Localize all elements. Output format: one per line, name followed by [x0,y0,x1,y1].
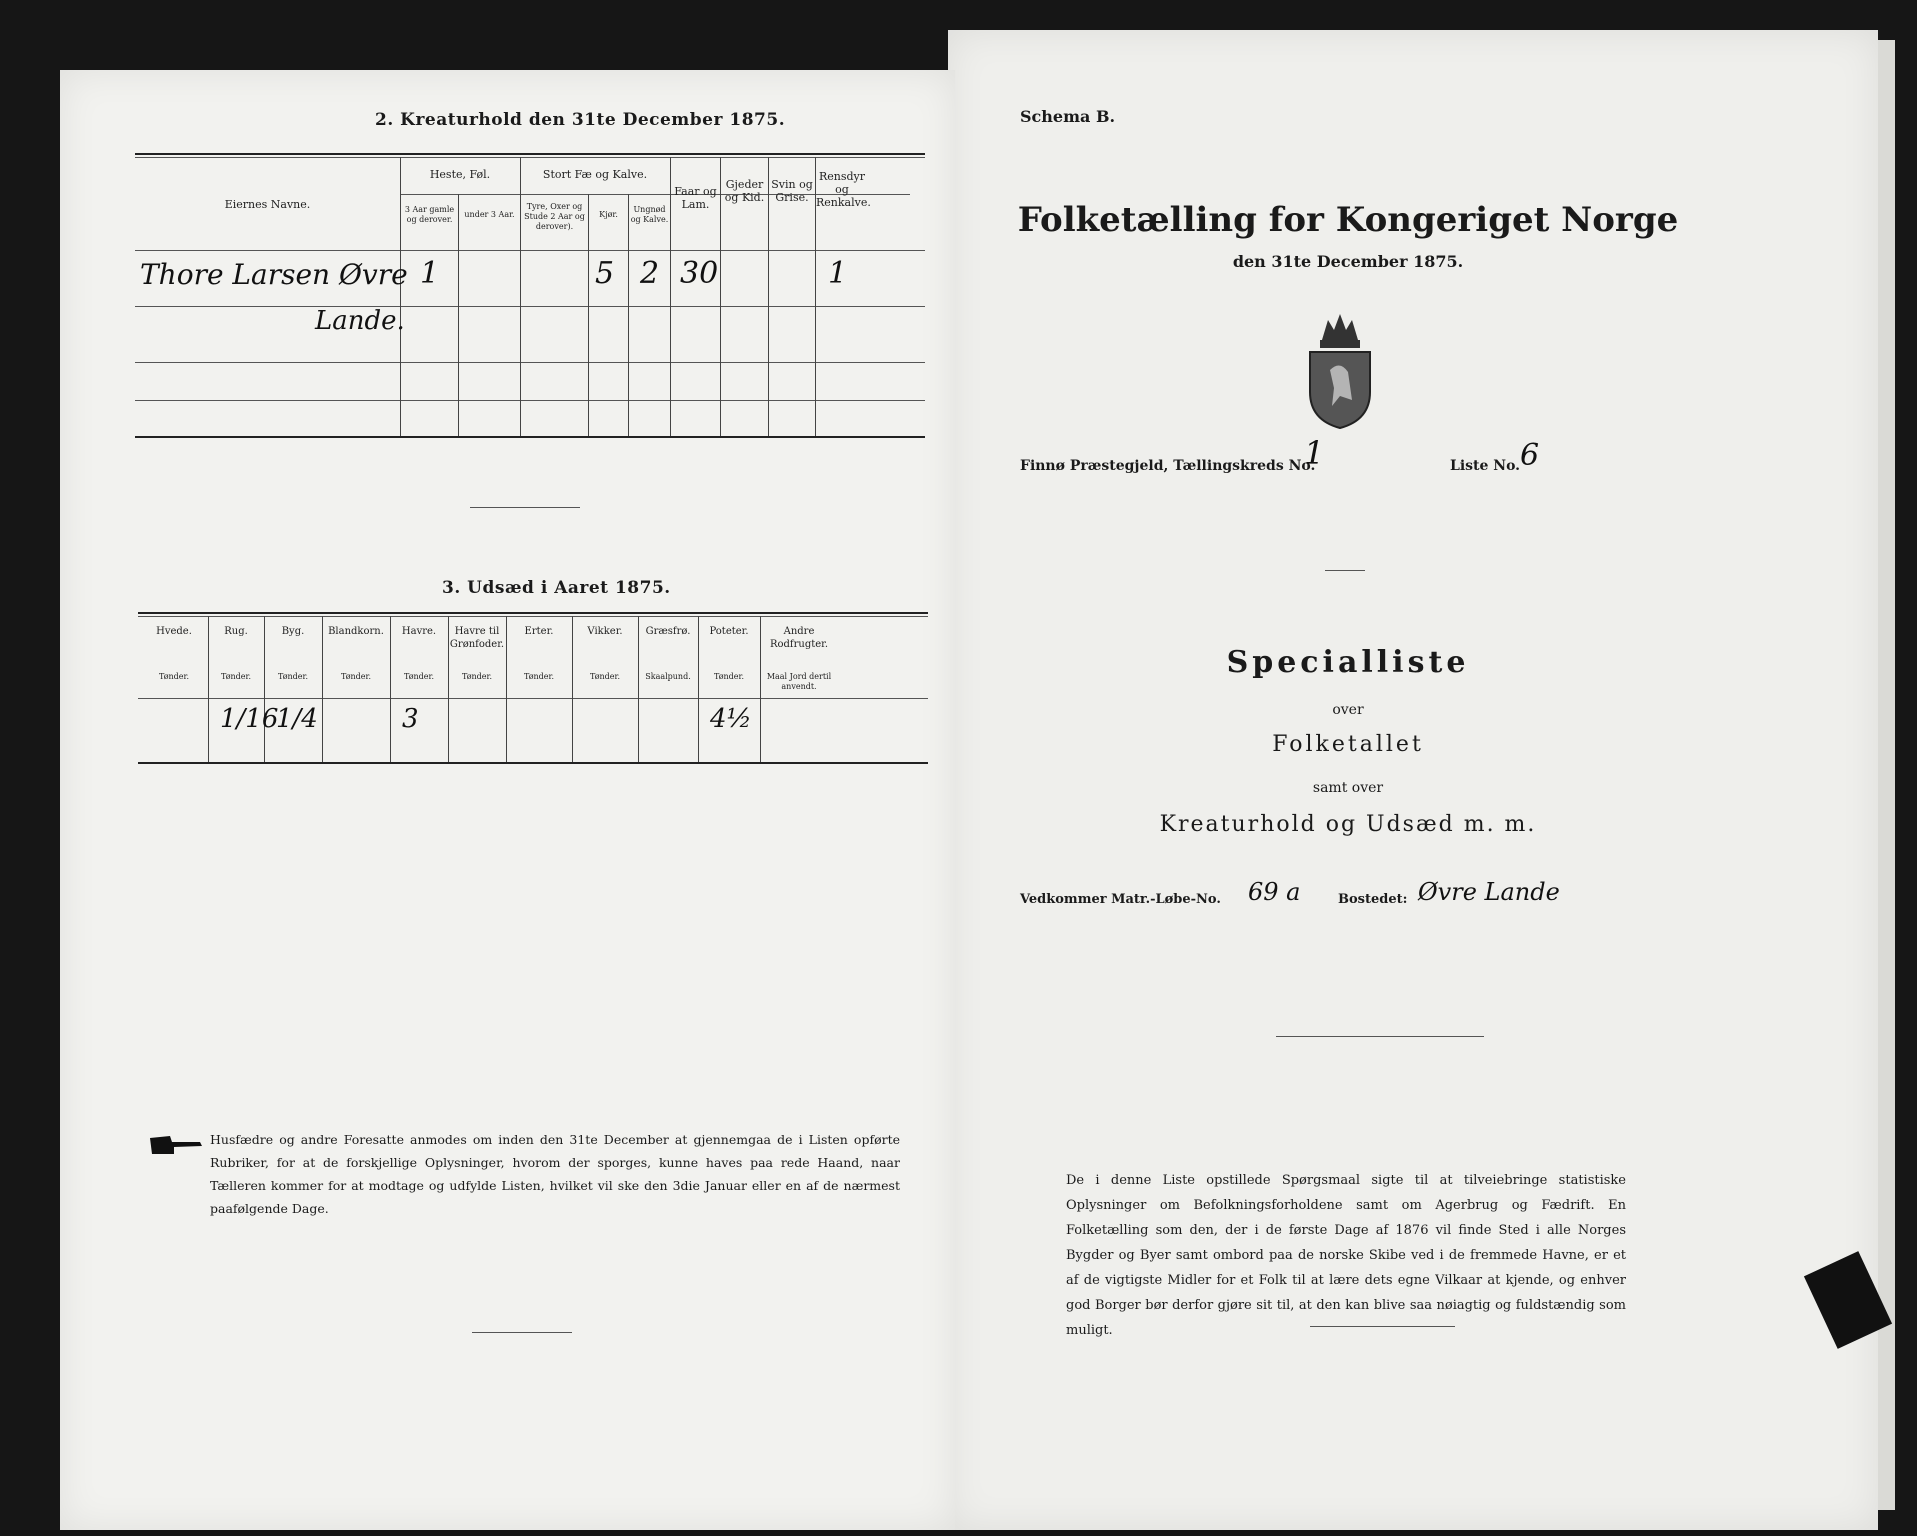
coat-of-arms-icon [1300,310,1380,430]
table-rule [138,612,928,614]
seed-col-header: Byg. [281,626,305,637]
divider [1325,570,1365,571]
pigs-header: Svin og Grise. [771,178,813,204]
seed-value: 3 [402,704,419,734]
pigs-value: 1 [828,256,848,291]
right-page [948,30,1878,1530]
parish-value: 1 [1304,434,1325,472]
sheep-header: Faar og Lam. [674,185,717,211]
owner-header: Eiernes Navne. [224,198,311,211]
cows-value: 5 [595,256,615,291]
sheep-value: 30 [680,256,719,291]
seed-col-header: Erter. [524,626,554,637]
seed-value: 1/4 [276,704,318,734]
young-cattle-value: 2 [640,256,660,291]
reindeer-header: Rensdyr og Renkalve. [816,170,871,209]
column-rule [520,157,521,436]
divider [472,1332,572,1333]
table-rule [135,400,925,401]
table-rule [138,616,928,617]
seed-value: 4½ [710,704,752,734]
section2-title: 2. Kreaturhold den 31te December 1875. [375,110,786,130]
form-title: Folketælling for Kongeriget Norge [1017,200,1679,240]
owner-name-line1: Thore Larsen Øvre [140,258,408,291]
over-text: over [1332,702,1364,718]
form-date: den 31te December 1875. [1232,252,1464,271]
kreaturhold-heading: Kreaturhold og Udsæd m. m. [1159,812,1537,837]
schema-label: Schema B. [1020,107,1116,126]
seed-col-unit: Tønder. [589,672,621,681]
divider [1276,1036,1484,1037]
seed-col-header: Vikker. [587,626,623,637]
seed-value: 1/16 [220,704,279,734]
seed-col-header: Havre. [401,626,437,637]
horses-group-header: Heste, Føl. [429,168,491,181]
seed-col-unit: Tønder. [220,672,252,681]
samt-over-text: samt over [1312,780,1384,796]
section3-title: 3. Udsæd i Aaret 1875. [442,578,671,598]
seed-col-unit: Tønder. [277,672,309,681]
table-rule [135,436,925,438]
seed-col-unit: Skaalpund. [645,672,691,681]
table-rule [135,250,925,251]
seed-col-unit: Tønder. [340,672,372,681]
column-rule [400,157,401,436]
info-paragraph: De i denne Liste opstillede Spørgsmaal sigte til at tilveiebringe statistiske Oplysninger om Befolkningsforholdene samt om Agerbrug og Fædrift. En Folketælling som den, der i de første Dage af 1876 vil finde Sted i alle Norges Bygder og Byer samt ombord paa de norske Skibe ved i de fremmede Havne, er et af de vigtigste Midler for et Folk til at lære dets egne Vilkaar at kjende, og enhver god Borger bør derfor gjøre sit til, at den kan blive saa nøiagtig og fuldstændig som muligt. [1066,1173,1626,1338]
seed-col-header: Andre Rodfrugter. [769,626,829,650]
bosted-label: Bostedet: [1338,892,1408,907]
specialliste-heading: Specialliste [1226,645,1470,680]
parish-label: Finnø Præstegjeld, Tællingskreds No. [1020,458,1316,474]
table-rule [135,153,925,155]
table-rule [135,157,925,158]
seed-col-unit: Tønder. [523,672,555,681]
list-label: Liste No. [1450,458,1521,474]
seed-col-header: Hvede. [156,626,192,637]
horses-young-header: under 3 Aar. [464,210,515,219]
divider [470,507,580,508]
divider [1310,1326,1455,1327]
cattle-group-header: Stort Fæ og Kalve. [542,168,648,181]
cattle-young-header: Ungnød og Kalve. [630,205,669,224]
owner-name-line2: Lande. [315,306,405,336]
folketallet-heading: Folketallet [1272,732,1424,757]
left-page [60,70,955,1530]
list-value: 6 [1520,438,1540,473]
seed-col-unit: Tønder. [713,672,745,681]
cattle-bulls-header: Tyre, Oxer og Stude 2 Aar og derover). [524,202,585,231]
pointing-hand-icon [148,1132,204,1158]
seed-col-header: Græsfrø. [645,626,691,637]
seed-col-header: Rug. [224,626,248,637]
seed-col-unit: Tønder. [403,672,435,681]
goats-header: Gjeder og Kid. [724,178,765,204]
bosted-value: Øvre Lande [1418,878,1560,906]
seed-col-unit: Tønder. [461,672,493,681]
horses-old-value: 1 [420,256,440,291]
table-rule [138,762,928,764]
column-rule [628,194,629,436]
column-rule [588,194,589,436]
seed-col-unit: Maal Jord dertil anvendt. [766,672,832,691]
seed-col-header: Blandkorn. [328,626,384,637]
horses-old-header: 3 Aar gamle og derover. [404,205,455,224]
table-rule [138,698,928,699]
matr-label: Vedkommer Matr.-Løbe-No. [1020,892,1221,907]
cattle-cows-header: Kjør. [599,210,618,219]
seed-col-header: Poteter. [709,626,749,637]
notice-paragraph: Husfædre og andre Foresatte anmodes om inden den 31te December at gjennemgaa de i Listen opførte Rubriker, for at de forskjellige Oplysninger, hvorom der sporges, kunne haves paa rede Haand, naar Tælleren kommer for at modtage og udfylde Listen, hvilket vil ske den 3die Januar eller en af de nærmest paafølgende Dage. [210,1132,900,1216]
table-rule [135,306,925,307]
table-rule [135,362,925,363]
matr-value: 69 a [1248,878,1301,906]
seed-col-header: Havre til Grønfoder. [449,626,505,650]
column-rule [458,194,459,436]
seed-col-unit: Tønder. [158,672,190,681]
